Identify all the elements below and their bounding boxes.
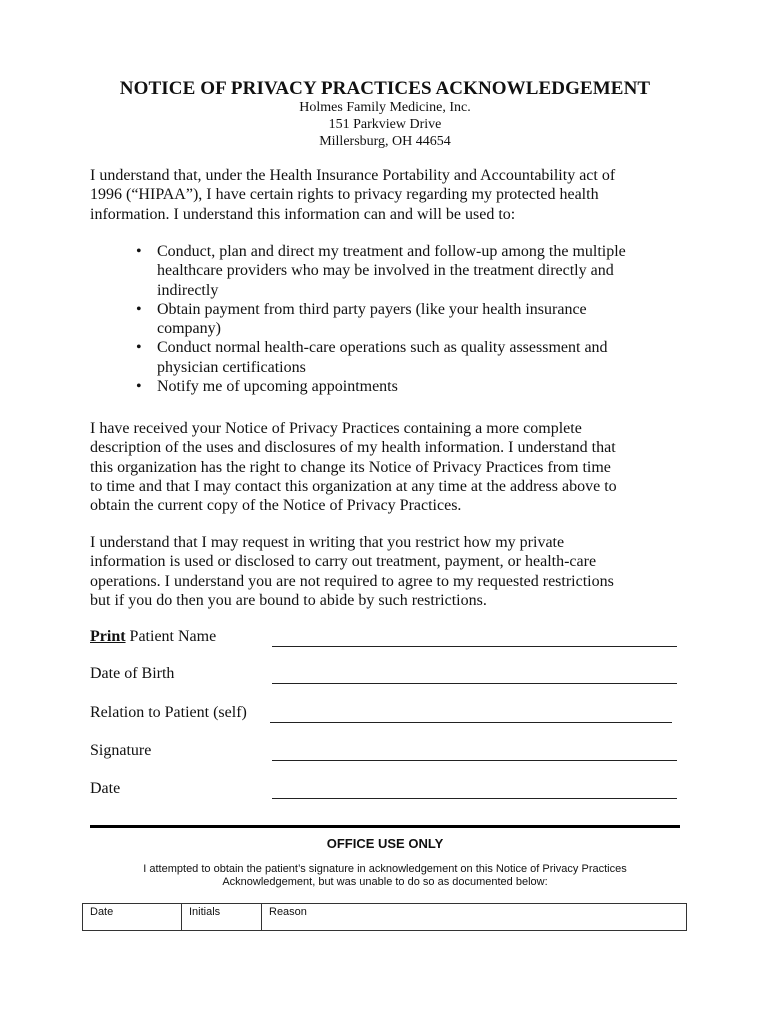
paragraph-line: this organization has the right to change its Notice of Privacy Practices from time [90, 458, 611, 476]
intro-line: I understand that, under the Health Insurance Portability and Accountability act of [90, 167, 616, 184]
signature-field [90, 742, 690, 764]
practice-street: 151 Parkview Drive [328, 117, 442, 132]
practice-city: Millersburg, OH 44654 [319, 134, 451, 149]
list-item [135, 300, 695, 339]
paragraph-line: operations. I understand you are not required to agree to my requested restrictions [90, 572, 614, 590]
paragraph-line: to time and that I may contact this organization at any time at the address above to [90, 477, 617, 495]
list-line: physician certifications [157, 358, 306, 376]
bullet-icon: • [136, 378, 142, 396]
paragraph-line: I understand that I may request in writing that you restrict how my private [90, 534, 565, 551]
dob-label: Date of Birth [90, 665, 175, 682]
section-divider [90, 825, 680, 828]
patient-name-line[interactable] [272, 646, 677, 647]
paragraph-line: information is used or disclosed to carry out treatment, payment, or health-care [90, 553, 597, 571]
intro-line: 1996 (“HIPAA”), I have certain rights to privacy regarding my protected health [90, 186, 599, 204]
restriction-paragraph [90, 533, 690, 610]
paragraph-line: I have received your Notice of Privacy Practices containing a more complete [90, 420, 582, 437]
date-column-header[interactable]: Date [83, 904, 182, 931]
document-title: NOTICE OF PRIVACY PRACTICES ACKNOWLEDGEMENT [119, 78, 651, 99]
intro-line: information. I understand this information can and will be used to: [90, 205, 516, 223]
notice-paragraph [90, 419, 690, 515]
list-line: Conduct normal health-care operations such as quality assessment and [157, 339, 608, 357]
relation-line[interactable] [270, 722, 672, 723]
paragraph-line: obtain the current copy of the Notice of Privacy Practices. [90, 497, 462, 515]
practice-name: Holmes Family Medicine, Inc. [299, 100, 471, 115]
signature-line[interactable] [272, 760, 677, 761]
relation-field [90, 704, 690, 726]
usage-list [135, 242, 695, 396]
date-label: Date [90, 780, 121, 797]
bullet-icon: • [136, 300, 142, 318]
list-item [135, 338, 695, 377]
reason-column-header[interactable]: Reason [262, 904, 687, 931]
list-line: indirectly [157, 281, 219, 299]
date-field [90, 780, 690, 802]
print-emphasis: Print [90, 628, 126, 645]
dob-field [90, 665, 690, 687]
office-use-heading: OFFICE USE ONLY [326, 836, 444, 851]
date-line[interactable] [272, 798, 677, 799]
list-line: Conduct, plan and direct my treatment and follow-up among the multiple [157, 243, 626, 260]
dob-line[interactable] [272, 683, 677, 684]
initials-column-header[interactable]: Initials [182, 904, 262, 931]
list-line: Obtain payment from third party payers (like your health insurance [157, 300, 587, 318]
list-line: Notify me of upcoming appointments [157, 378, 398, 396]
list-item [135, 242, 695, 300]
signature-label: Signature [90, 742, 152, 759]
list-line: healthcare providers who may be involved in the treatment directly and [157, 262, 614, 280]
paragraph-line: description of the uses and disclosures of my health information. I understand that [90, 439, 616, 457]
note-line: I attempted to obtain the patient’s signature in acknowledgement on this Notice of Privacy Practices [143, 863, 627, 875]
office-use-note [90, 863, 680, 889]
list-line: company) [157, 320, 221, 338]
paragraph-line: but if you do then you are bound to abide by such restrictions. [90, 591, 487, 609]
intro-paragraph [90, 166, 690, 224]
patient-name-label: Print Patient Name [90, 628, 217, 645]
note-line: Acknowledgement, but was unable to do so as documented below: [222, 876, 548, 888]
relation-label: Relation to Patient (self) [90, 704, 247, 721]
table-row [83, 904, 687, 931]
bullet-icon: • [136, 339, 142, 357]
patient-name-field [90, 628, 690, 650]
list-item [135, 377, 695, 396]
bullet-icon: • [136, 243, 142, 260]
office-use-table [82, 903, 687, 931]
